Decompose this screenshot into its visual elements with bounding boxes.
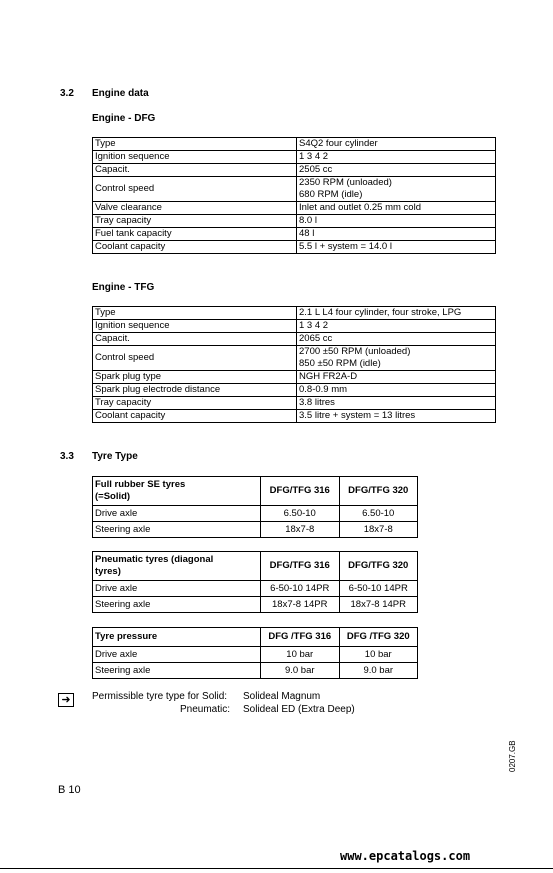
table-row — [93, 410, 496, 423]
table-header-row — [93, 628, 418, 647]
table-row — [93, 384, 496, 397]
row-value: S4Q2 four cylinder — [297, 138, 496, 151]
table-row — [93, 333, 496, 346]
note-solid-label: Permissible tyre type for Solid: — [92, 691, 228, 702]
row-label: Valve clearance — [93, 202, 297, 215]
row-value: 5.5 l + system = 14.0 l — [297, 241, 496, 254]
row-value: 9.0 bar — [261, 663, 340, 679]
table-header-row — [93, 552, 418, 581]
table-row — [93, 177, 496, 202]
table-row — [93, 164, 496, 177]
table-row — [93, 320, 496, 333]
side-document-code: 0207.GB — [508, 740, 517, 772]
row-label: Type — [93, 307, 297, 320]
section-title-tyre: Tyre Type — [92, 451, 138, 462]
header-label: Tyre pressure — [93, 628, 261, 647]
row-label: Tray capacity — [93, 215, 297, 228]
table-header-row — [93, 477, 418, 506]
row-value: 2.1 L L4 four cylinder, four stroke, LPG — [297, 307, 496, 320]
table-row — [93, 647, 418, 663]
note-solid-value: Solideal Magnum — [243, 691, 321, 702]
row-label: Type — [93, 138, 297, 151]
section-number-engine: 3.2 — [60, 88, 74, 99]
row-value: 6-50-10 14PR — [339, 581, 418, 597]
row-label: Tray capacity — [93, 397, 297, 410]
row-value: 6-50-10 14PR — [261, 581, 340, 597]
tyre-pneumatic-table — [92, 551, 418, 613]
table-row — [93, 138, 496, 151]
footer-url: www.epcatalogs.com — [340, 849, 471, 863]
header-model: DFG /TFG 320 — [339, 628, 418, 647]
header-model: DFG /TFG 316 — [261, 628, 340, 647]
row-value: 3.8 litres — [297, 397, 496, 410]
row-label: Steering axle — [93, 663, 261, 679]
row-label: Capacit. — [93, 333, 297, 346]
row-label: Ignition sequence — [93, 151, 297, 164]
row-value: 18x7-8 14PR — [339, 597, 418, 613]
tyre-solid-table — [92, 476, 418, 538]
page-number: B 10 — [58, 784, 81, 796]
row-value: 18x7-8 14PR — [261, 597, 340, 613]
row-label: Drive axle — [93, 506, 261, 522]
row-value: 1 3 4 2 — [297, 320, 496, 333]
note-line-2 — [180, 703, 355, 716]
row-value: 6.50-10 — [261, 506, 340, 522]
header-model: DFG/TFG 316 — [261, 552, 340, 581]
row-label: Coolant capacity — [93, 241, 297, 254]
table-row — [93, 506, 418, 522]
row-value: 2065 cc — [297, 333, 496, 346]
table-row — [93, 397, 496, 410]
row-value: Inlet and outlet 0.25 mm cold — [297, 202, 496, 215]
row-value: 1 3 4 2 — [297, 151, 496, 164]
row-value: NGH FR2A-D — [297, 371, 496, 384]
table-row — [93, 215, 496, 228]
arrow-right-icon: ➜ — [58, 693, 74, 707]
row-value: 2350 RPM (unloaded) 680 RPM (idle) — [297, 177, 496, 202]
row-label: Drive axle — [93, 647, 261, 663]
section-number-tyre: 3.3 — [60, 451, 74, 462]
row-value: 8.0 l — [297, 215, 496, 228]
engine-dfg-table — [92, 137, 496, 254]
header-label: Full rubber SE tyres (=Solid) — [93, 477, 261, 506]
row-value: 18x7-8 — [261, 522, 340, 538]
table-row — [93, 307, 496, 320]
row-label: Fuel tank capacity — [93, 228, 297, 241]
row-value: 2505 cc — [297, 164, 496, 177]
subtitle-engine-dfg: Engine - DFG — [92, 113, 156, 124]
table-row — [93, 597, 418, 613]
tyre-pressure-table — [92, 627, 418, 679]
row-label: Coolant capacity — [93, 410, 297, 423]
row-value: 6.50-10 — [339, 506, 418, 522]
header-label: Pneumatic tyres (diagonal tyres) — [93, 552, 261, 581]
row-value: 10 bar — [261, 647, 340, 663]
row-label: Ignition sequence — [93, 320, 297, 333]
header-model: DFG/TFG 316 — [261, 477, 340, 506]
row-value: 3.5 litre + system = 13 litres — [297, 410, 496, 423]
row-label: Steering axle — [93, 597, 261, 613]
row-label: Control speed — [93, 177, 297, 202]
bottom-rule — [0, 868, 553, 869]
row-label: Steering axle — [93, 522, 261, 538]
engine-tfg-table — [92, 306, 496, 423]
row-label: Spark plug type — [93, 371, 297, 384]
note-pneumatic-label: Pneumatic: — [180, 704, 231, 715]
table-row — [93, 371, 496, 384]
row-value: 18x7-8 — [339, 522, 418, 538]
header-model: DFG/TFG 320 — [339, 477, 418, 506]
row-value: 9.0 bar — [339, 663, 418, 679]
row-value: 0.8-0.9 mm — [297, 384, 496, 397]
table-row — [93, 228, 496, 241]
row-label: Spark plug electrode distance — [93, 384, 297, 397]
note-line-1 — [92, 690, 321, 703]
header-model: DFG/TFG 320 — [339, 552, 418, 581]
subtitle-engine-tfg: Engine - TFG — [92, 282, 155, 293]
section-title-engine: Engine data — [92, 88, 149, 99]
row-label: Drive axle — [93, 581, 261, 597]
note-pneumatic-value: Solideal ED (Extra Deep) — [243, 704, 355, 715]
table-row — [93, 581, 418, 597]
table-row — [93, 346, 496, 371]
table-row — [93, 151, 496, 164]
row-label: Control speed — [93, 346, 297, 371]
table-row — [93, 522, 418, 538]
row-label: Capacit. — [93, 164, 297, 177]
row-value: 2700 ±50 RPM (unloaded) 850 ±50 RPM (idle) — [297, 346, 496, 371]
table-row — [93, 663, 418, 679]
table-row — [93, 202, 496, 215]
row-value: 10 bar — [339, 647, 418, 663]
table-row — [93, 241, 496, 254]
row-value: 48 l — [297, 228, 496, 241]
